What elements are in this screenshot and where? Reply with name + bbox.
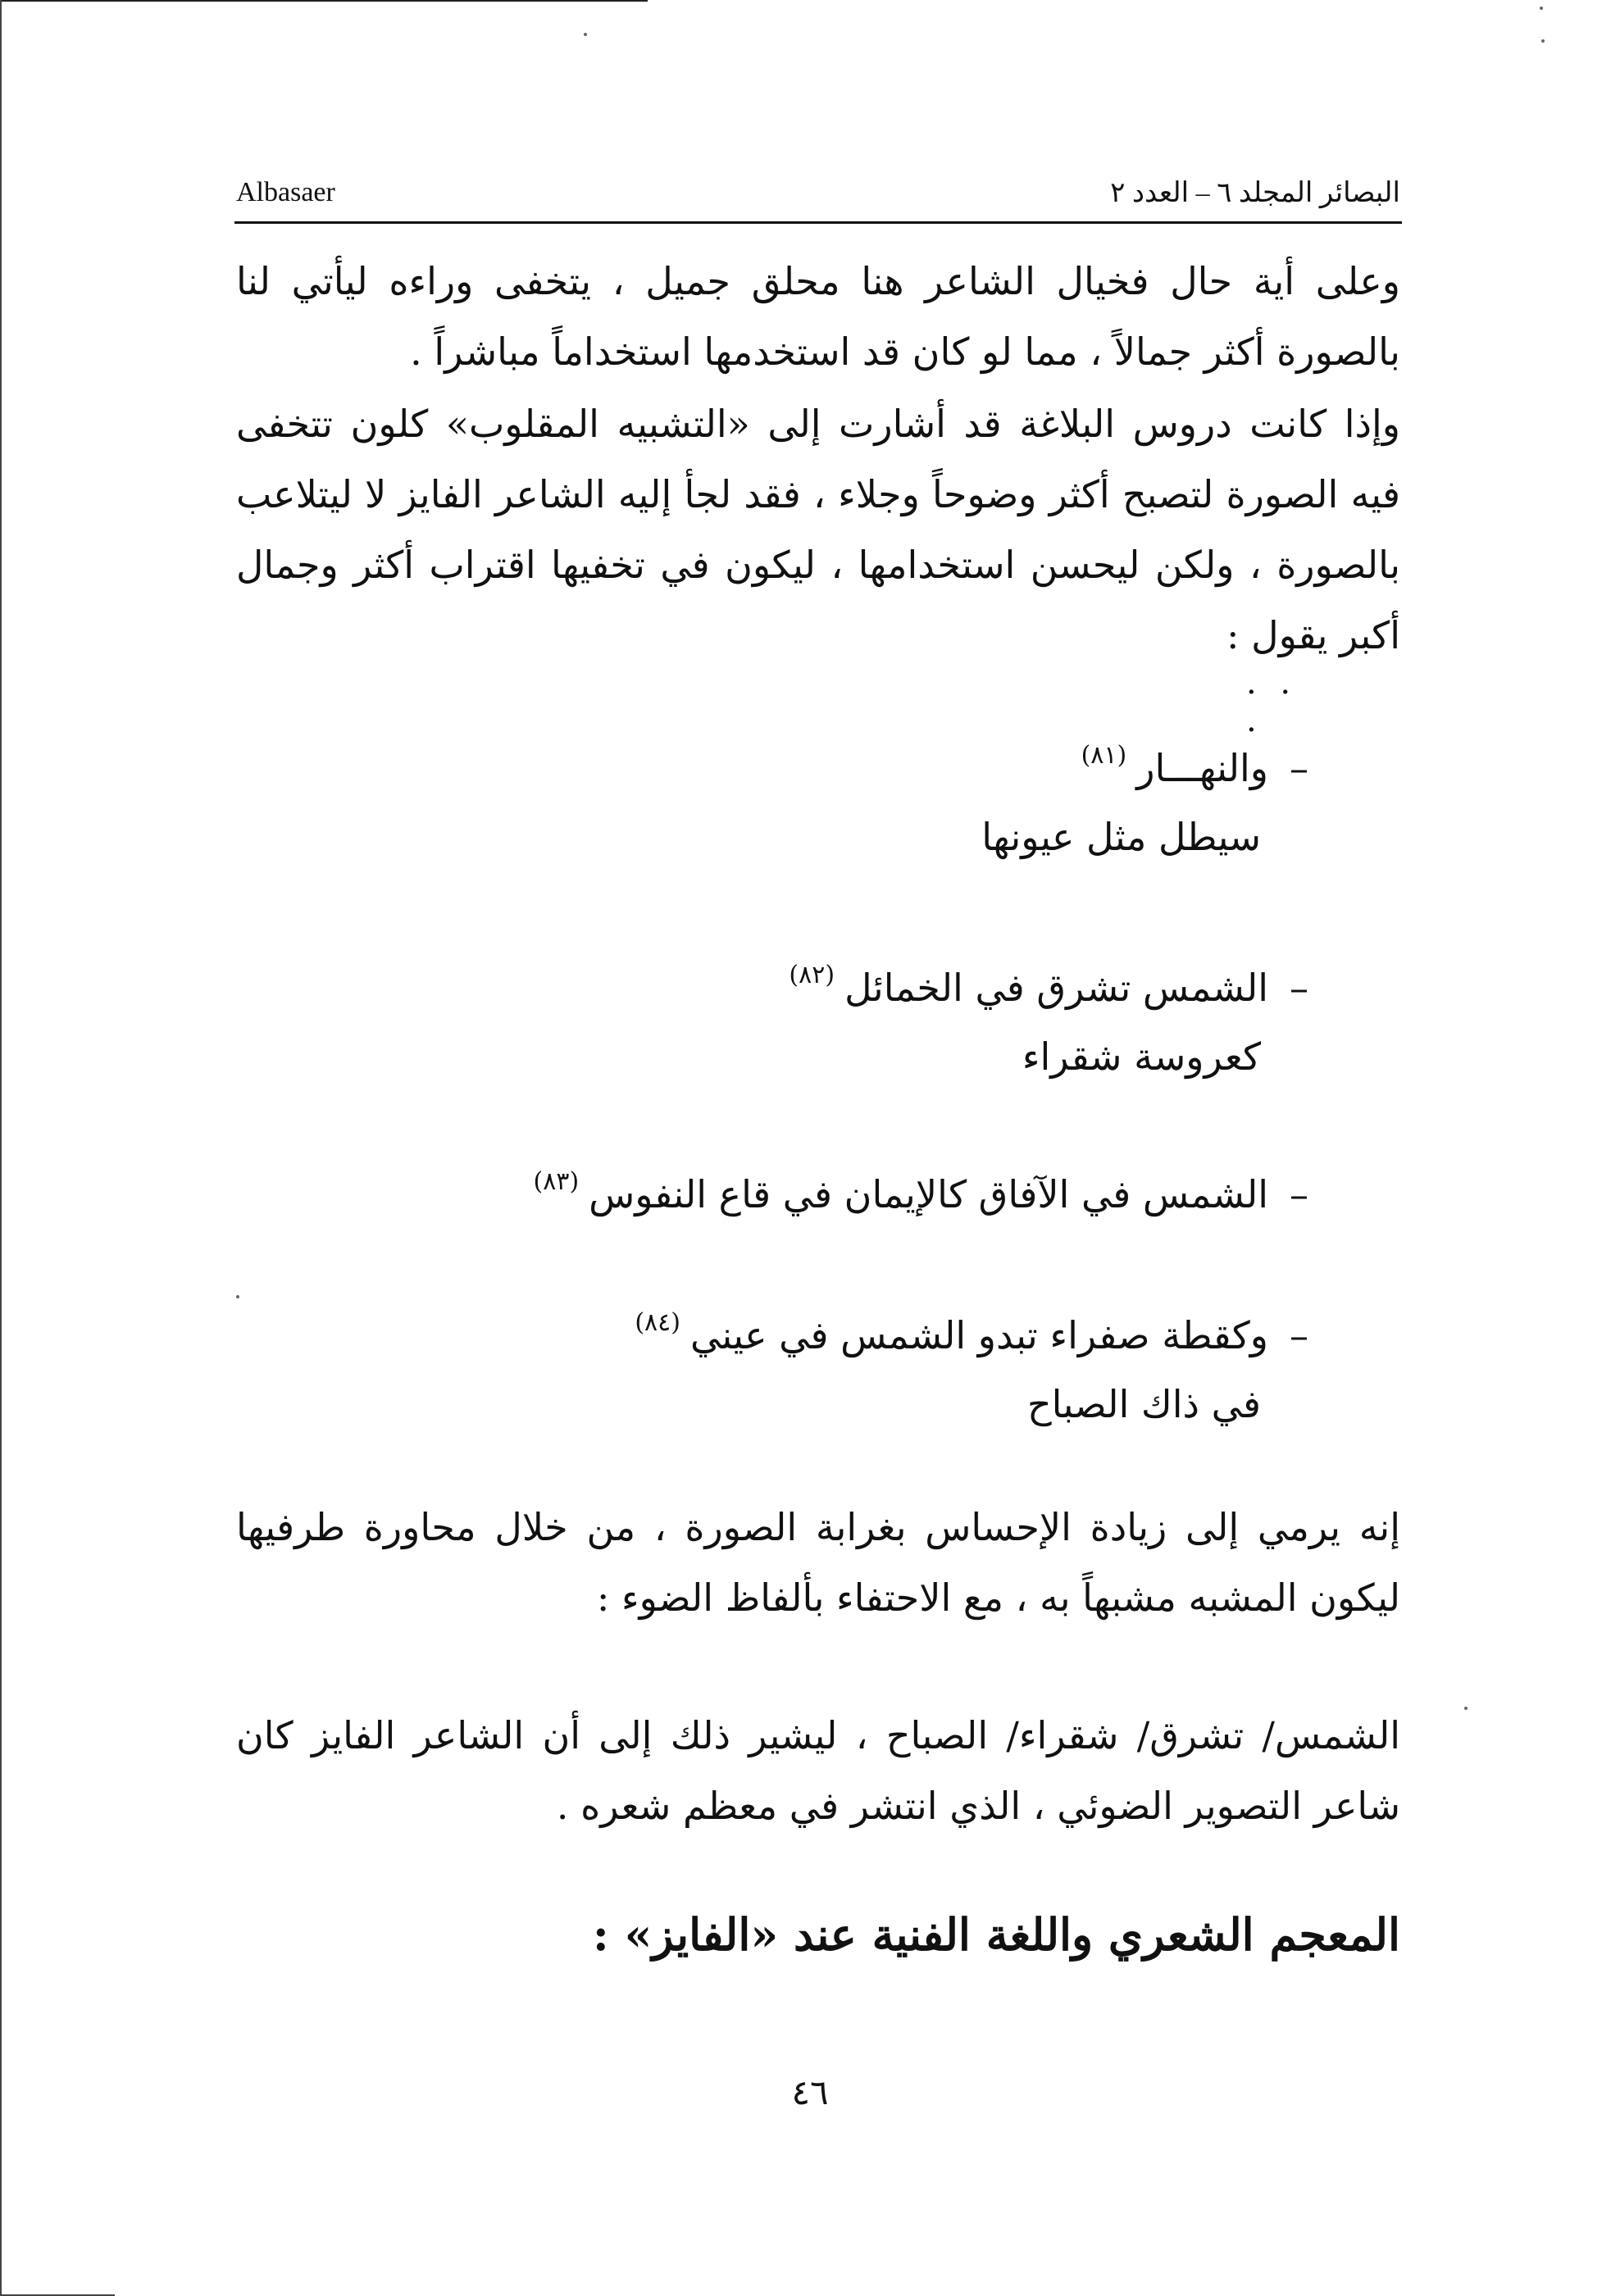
running-header [236,168,1400,217]
paragraph-1: وعلى أية حال فخيال الشاعر هنا محلق جميل ، يتخفى وراءه ليأتي لنا بالصورة أكثر جمالاً ، مما لو كان قد استخدمها استخداماً مباشراً . [236,259,1400,374]
scan-speck [1464,1707,1468,1710]
verse-3 [407,1148,1308,1229]
verse-2 [407,941,1308,1091]
verse-text: والنهـــار [1136,746,1268,790]
paragraph-3: إنه يرمي إلى زيادة الإحساس بغرابة الصورة ، من خلال محاورة طرفيها ليكون المشبه مشبهاً به ، مع الاحتفاء بألفاظ الضوء : [236,1505,1400,1620]
journal-name-latin: Albasaer [236,177,335,207]
paragraph-2: وإذا كانت دروس البلاغة قد أشارت إلى «التشبيه المقلوب» كلون تتخفى فيه الصورة لتصبح أكثر وضوحاً وجلاء ، فقد لجأ إليه الشاعر الفايز لا ليتلاعب بالصورة ، ولكن ليحسن استخدامها ، ليكون في تخفيها اقتراب أكثر وجمال أكبر يقول : [236,402,1400,657]
verse-text: الشمس تشرق في الخمائل [844,966,1268,1010]
verse-line [407,1148,1308,1229]
verse-dash: – [1290,966,1308,1010]
footnote-ref: (٨٢) [789,961,835,989]
section-title: المعجم الشعري واللغة الفنية عند «الفايز» : [592,1908,1400,1961]
verse-dash: – [1290,1172,1308,1216]
footnote-ref: (٨١) [1081,741,1127,770]
verse-continuation: في ذاك الصباح [1026,1382,1261,1426]
scan-speck [584,33,587,36]
header-rule [234,221,1402,224]
scan-border-left [0,0,2,2296]
scan-border-top [0,0,648,2]
verse-continuation: كعروسة شقراء [1022,1034,1261,1079]
verse-text: الشمس في الآفاق كالإيمان في قاع النفوس [589,1172,1268,1216]
verse-text: وكقطة صفراء تبدو الشمس في عيني [689,1313,1268,1357]
verse-dash: – [1290,1313,1308,1357]
verse-dash: – [1290,746,1308,790]
paragraph-4: الشمس/ تشرق/ شقراء/ الصباح ، ليشير ذلك إلى أن الشاعر الفايز كان شاعر التصوير الضوئي ، الذي انتشر في معظم شعره . [236,1713,1400,1828]
verse-line [407,941,1308,1022]
verse-4 [407,1289,1308,1439]
journal-issue-arabic: البصائر المجلد ٦ – العدد ٢ [1110,178,1400,208]
footnote-ref: (٨٤) [635,1308,680,1337]
scan-speck [1540,7,1543,10]
verse-line [407,721,1308,802]
footnote-ref: (٨٣) [533,1167,580,1196]
ellipsis: . . . [1246,664,1298,739]
page-number: ٤٦ [791,2072,829,2112]
scan-speck [236,1295,239,1298]
verse-continuation: سيطل مثل عيونها [981,815,1261,859]
scan-speck [1541,39,1545,43]
verse-line [407,1289,1308,1370]
verse-1 [407,721,1308,871]
